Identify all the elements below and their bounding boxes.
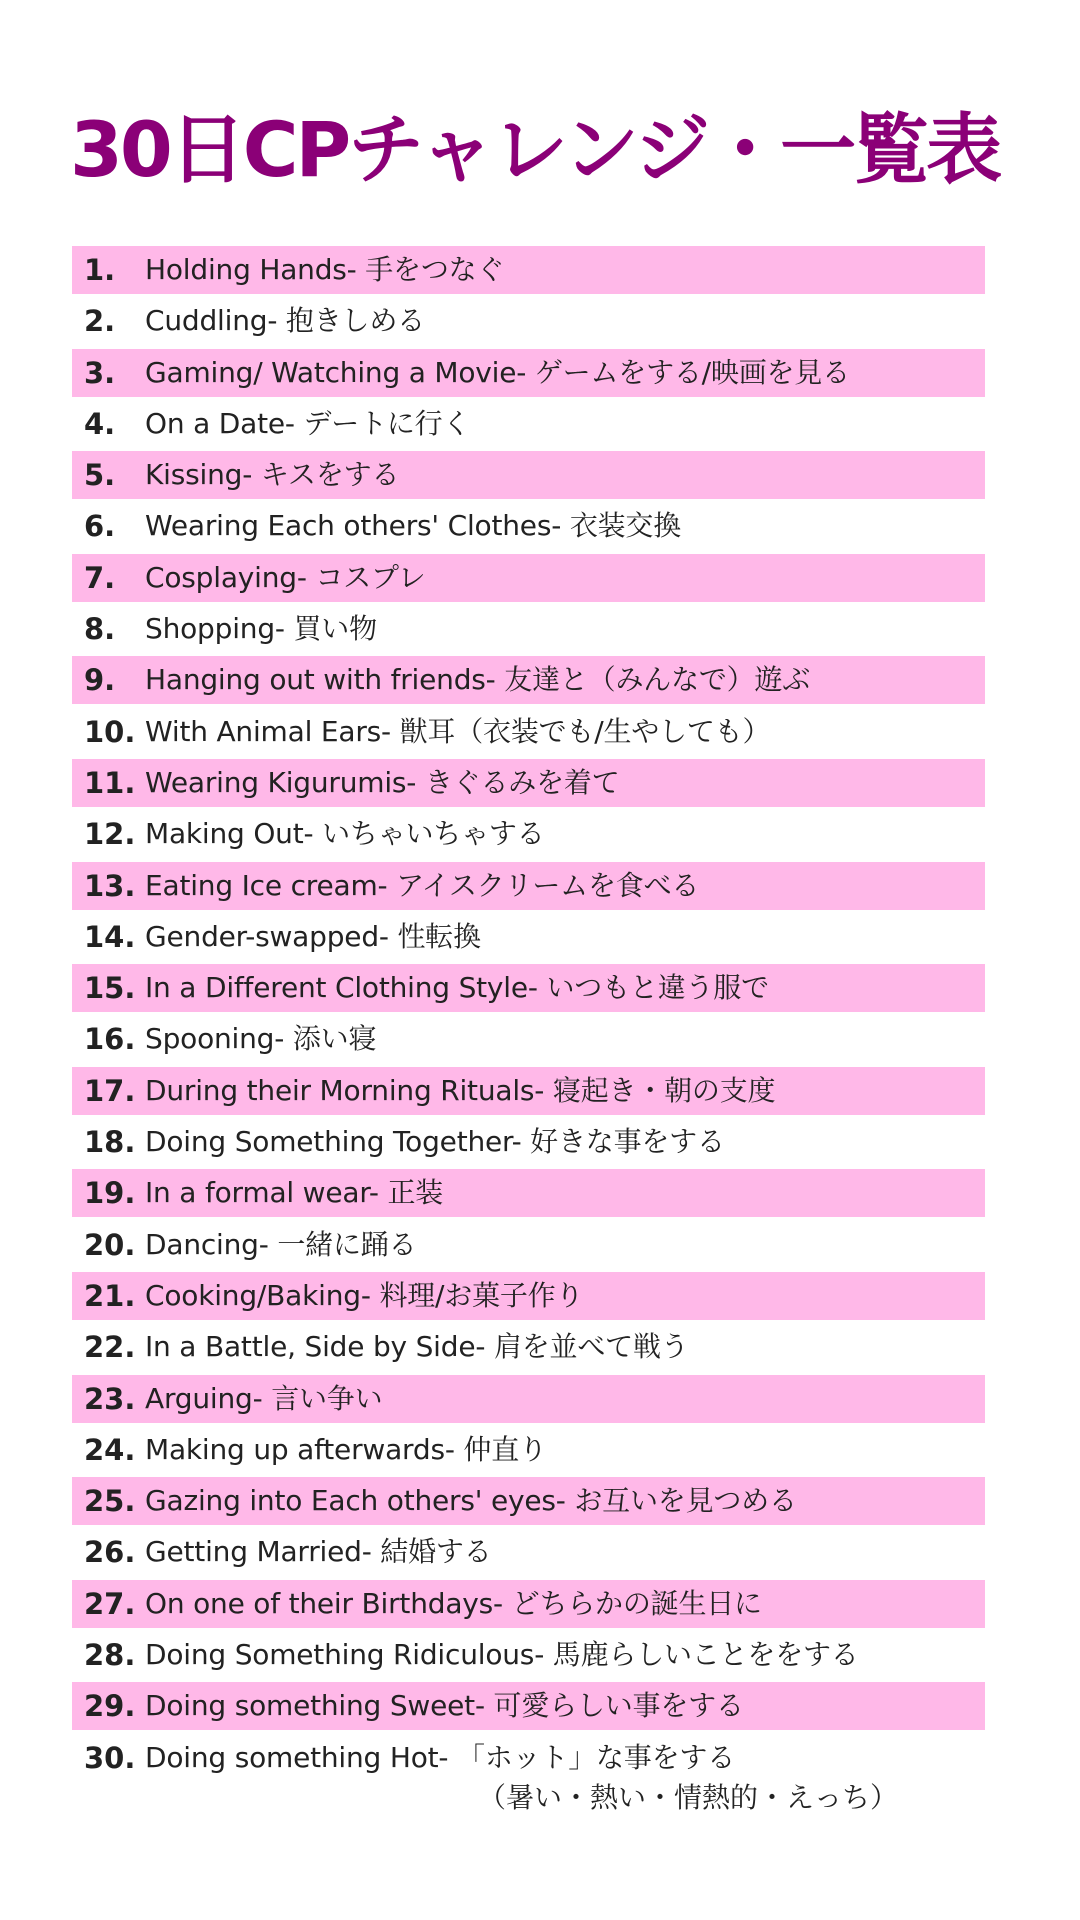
item-label: Making up afterwards- 仲直り [145,1432,547,1466]
item-number: 7. [84,560,116,595]
item-label: Doing something Sweet- 可愛らしい事をする [145,1689,744,1723]
list-item [72,1015,985,1063]
list-item [72,759,985,807]
item-label: Getting Married- 結婚する [145,1535,492,1569]
item-label: In a Battle, Side by Side- 肩を並べて戦う [145,1330,689,1364]
item-label: Gazing into Each others' eyes- お互いを見つめる [145,1484,797,1518]
item-30-note: （暑い・熱い・情熱的・えっち） [478,1781,899,1814]
item-label: Cosplaying- コスプレ [145,560,426,594]
list-item [72,708,985,756]
item-number: 24. [84,1432,136,1467]
list-item [72,656,985,704]
list-item [72,400,985,448]
item-label: Spooning- 添い寝 [145,1022,377,1056]
list-item [72,1631,985,1679]
item-number: 14. [84,919,136,954]
item-label: Making Out- いちゃいちゃする [145,817,545,851]
item-label: In a Different Clothing Style- いつもと違う服で [145,971,769,1005]
list-item [72,1426,985,1474]
item-label: Dancing- 一緒に踊る [145,1227,417,1261]
item-label: Wearing Kigurumis- きぐるみを着て [145,765,620,799]
item-number: 22. [84,1330,136,1365]
item-number: 12. [84,817,136,852]
item-number: 15. [84,971,136,1006]
item-number: 1. [84,253,116,287]
item-label: On one of their Birthdays- どちらかの誕生日に [145,1586,762,1620]
item-number: 25. [84,1484,136,1519]
item-number: 30. [84,1740,136,1775]
item-label: Doing something Hot- 「ホット」な事をする [145,1740,736,1774]
list-item [72,862,985,910]
list-item [72,502,985,550]
item-number: 3. [84,355,116,390]
item-number: 27. [84,1586,136,1621]
item-label: Gaming/ Watching a Movie- ゲームをする/映画を見る [145,355,850,389]
list-item [72,1477,985,1525]
item-label: Cuddling- 抱きしめる [145,304,425,338]
item-label: In a formal wear- 正装 [145,1176,444,1210]
item-number: 20. [84,1227,136,1262]
item-number: 16. [84,1022,136,1057]
item-number: 23. [84,1381,136,1416]
list-item [72,1169,985,1217]
challenge-list [72,246,985,1785]
item-number: 13. [84,868,136,903]
item-number: 19. [84,1176,136,1211]
item-number: 29. [84,1689,136,1724]
list-item [72,246,985,294]
item-label: Wearing Each others' Clothes- 衣装交換 [145,509,682,543]
list-item [72,964,985,1012]
list-item [72,1067,985,1115]
item-number: 17. [84,1073,136,1108]
list-item [72,1221,985,1269]
item-number: 8. [84,612,116,647]
list-item [72,554,985,602]
item-number: 11. [84,765,136,800]
list-item [72,1272,985,1320]
item-number: 10. [84,714,136,749]
list-item [72,1580,985,1628]
item-number: 21. [84,1278,136,1313]
item-label: Doing Something Together- 好きな事をする [145,1125,725,1159]
item-label: With Animal Ears- 獣耳（衣装でも/生やしても） [145,714,771,748]
item-label: Arguing- 言い争い [145,1381,383,1415]
item-label: Shopping- 買い物 [145,612,377,646]
item-label: Kissing- キスをする [145,458,400,492]
item-number: 6. [84,509,116,544]
item-label: During their Morning Rituals- 寝起き・朝の支度 [145,1073,776,1107]
item-label: Hanging out with friends- 友達と（みんなで）遊ぶ [145,663,811,697]
item-number: 5. [84,458,116,493]
page-title: 30日CPチャレンジ・一覧表 [70,105,1000,194]
item-number: 4. [84,406,116,441]
item-label: Doing Something Ridiculous- 馬鹿らしいことををする [145,1638,859,1672]
list-item [72,451,985,499]
item-number: 28. [84,1638,136,1673]
list-item [72,1323,985,1371]
list-item [72,1375,985,1423]
item-label: On a Date- デートに行く [145,406,471,440]
list-item [72,1118,985,1166]
list-item [72,1528,985,1576]
list-item [72,605,985,653]
item-label: Holding Hands- 手をつなぐ [145,253,505,286]
item-number: 9. [84,663,116,698]
list-item [72,810,985,858]
item-label: Eating Ice cream- アイスクリームを食べる [145,868,700,902]
list-item [72,297,985,345]
list-item [72,349,985,397]
list-item [72,1682,985,1730]
item-label: Cooking/Baking- 料理/お菓子作り [145,1278,584,1312]
item-number: 26. [84,1535,136,1570]
item-number: 18. [84,1125,136,1160]
item-label: Gender-swapped- 性転換 [145,919,481,953]
list-item [72,913,985,961]
item-number: 2. [84,304,116,339]
